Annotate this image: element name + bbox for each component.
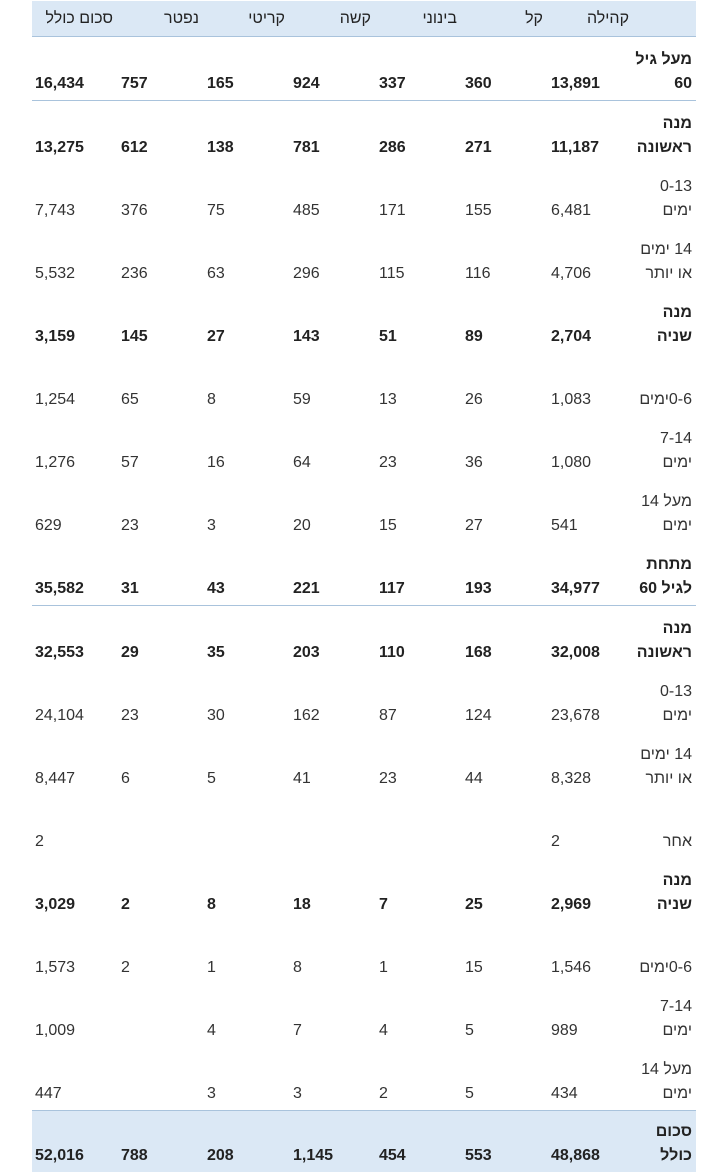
cell-value bbox=[118, 921, 204, 984]
cell-number: 193 bbox=[465, 577, 492, 601]
cell-number: 52,016 bbox=[35, 1144, 84, 1168]
cell-number: 23 bbox=[379, 767, 397, 791]
cell-number: 16 bbox=[207, 451, 225, 475]
cell-number: 36 bbox=[465, 451, 483, 475]
cell-value bbox=[290, 921, 376, 984]
cell-value bbox=[462, 921, 548, 984]
cell-value bbox=[32, 353, 118, 416]
cell-number: 65 bbox=[121, 388, 139, 412]
cell-number: 629 bbox=[35, 514, 62, 538]
row-label: מנה שניה bbox=[634, 858, 696, 921]
cell-number: 11,187 bbox=[551, 136, 599, 160]
cell-value bbox=[118, 479, 204, 542]
cell-value bbox=[548, 984, 634, 1047]
table-body bbox=[32, 37, 696, 1172]
cell-number: 1,254 bbox=[35, 388, 75, 412]
cell-number: 5 bbox=[207, 767, 216, 791]
cell-value bbox=[204, 479, 290, 542]
cell-value bbox=[290, 795, 376, 858]
cell-value bbox=[204, 290, 290, 353]
cell-number: 296 bbox=[293, 262, 320, 286]
table-row bbox=[32, 290, 696, 353]
header-label-empty bbox=[634, 1, 696, 37]
cell-value bbox=[462, 101, 548, 165]
cell-value bbox=[548, 732, 634, 795]
cell-number: 23,678 bbox=[551, 704, 600, 728]
cell-number: 7,743 bbox=[35, 199, 75, 223]
cell-number: 16,434 bbox=[35, 72, 84, 96]
cell-value bbox=[376, 37, 462, 101]
cell-number: 7 bbox=[293, 1019, 302, 1043]
cell-number: 1,276 bbox=[35, 451, 75, 475]
cell-number: 1,080 bbox=[551, 451, 591, 475]
table-row bbox=[32, 858, 696, 921]
cell-number: 29 bbox=[121, 641, 139, 665]
cell-number: 15 bbox=[465, 956, 483, 980]
cell-number: 23 bbox=[379, 451, 397, 475]
cell-value bbox=[462, 795, 548, 858]
cell-value bbox=[548, 416, 634, 479]
cell-value bbox=[290, 1047, 376, 1111]
cell-value bbox=[290, 164, 376, 227]
cell-value bbox=[548, 669, 634, 732]
table-row bbox=[32, 921, 696, 984]
cell-number: 781 bbox=[293, 136, 320, 160]
cell-value bbox=[376, 606, 462, 670]
cell-value bbox=[32, 795, 118, 858]
cell-number: 271 bbox=[465, 136, 492, 160]
cell-number: 4 bbox=[379, 1019, 388, 1043]
cell-number: 117 bbox=[379, 577, 405, 601]
cell-number: 2 bbox=[121, 956, 130, 980]
cell-value bbox=[118, 1047, 204, 1111]
cell-value bbox=[118, 37, 204, 101]
row-label: מנה שניה bbox=[634, 290, 696, 353]
cell-value bbox=[118, 290, 204, 353]
cell-number: 31 bbox=[121, 577, 139, 601]
cell-number: 30 bbox=[207, 704, 225, 728]
cell-number: 43 bbox=[207, 577, 225, 601]
cell-number: 18 bbox=[293, 893, 311, 917]
cell-number: 110 bbox=[379, 641, 405, 665]
cell-number: 2 bbox=[551, 830, 560, 854]
table-row bbox=[32, 606, 696, 670]
row-label: מעל 14 ימים bbox=[634, 1047, 696, 1111]
cell-value bbox=[204, 227, 290, 290]
cell-value bbox=[376, 795, 462, 858]
table-row bbox=[32, 416, 696, 479]
cell-number: 51 bbox=[379, 325, 397, 349]
cell-value bbox=[548, 479, 634, 542]
row-label: 14 ימים או יותר bbox=[634, 227, 696, 290]
row-label: 0-6ימים bbox=[634, 921, 696, 984]
header-community: קהילה bbox=[548, 1, 634, 37]
row-label: 14 ימים או יותר bbox=[634, 732, 696, 795]
cell-value bbox=[376, 416, 462, 479]
cell-value bbox=[204, 164, 290, 227]
cell-value bbox=[376, 101, 462, 165]
cell-number: 27 bbox=[207, 325, 225, 349]
cell-number: 612 bbox=[121, 136, 148, 160]
cell-number: 7 bbox=[379, 893, 388, 917]
cell-value bbox=[290, 542, 376, 606]
cell-number: 2 bbox=[379, 1082, 388, 1106]
cell-value bbox=[376, 290, 462, 353]
cell-value bbox=[462, 416, 548, 479]
table-row bbox=[32, 1047, 696, 1111]
cell-number: 5,532 bbox=[35, 262, 75, 286]
row-label: 7-14 ימים bbox=[634, 416, 696, 479]
cell-number: 145 bbox=[121, 325, 148, 349]
cell-value bbox=[290, 858, 376, 921]
cell-value bbox=[118, 353, 204, 416]
cell-number: 1,573 bbox=[35, 956, 75, 980]
table-row bbox=[32, 164, 696, 227]
cell-number: 989 bbox=[551, 1019, 578, 1043]
cell-number: 360 bbox=[465, 72, 492, 96]
cell-number: 1 bbox=[379, 956, 388, 980]
header-row bbox=[32, 1, 696, 37]
cell-number: 13,275 bbox=[35, 136, 84, 160]
cell-number: 4,706 bbox=[551, 262, 591, 286]
cell-value bbox=[462, 669, 548, 732]
cell-number: 155 bbox=[465, 199, 492, 223]
cell-value bbox=[462, 479, 548, 542]
cell-value bbox=[548, 1111, 634, 1172]
cell-value bbox=[548, 37, 634, 101]
cell-value bbox=[204, 858, 290, 921]
table-row bbox=[32, 479, 696, 542]
cell-number: 8 bbox=[207, 893, 216, 917]
cell-value bbox=[462, 858, 548, 921]
table-row bbox=[32, 984, 696, 1047]
cell-value bbox=[32, 290, 118, 353]
cell-number: 221 bbox=[293, 577, 320, 601]
cell-number: 124 bbox=[465, 704, 492, 728]
cell-value bbox=[548, 290, 634, 353]
cell-number: 8,447 bbox=[35, 767, 75, 791]
cell-value bbox=[376, 1047, 462, 1111]
cell-value bbox=[118, 984, 204, 1047]
cell-value bbox=[376, 353, 462, 416]
row-label: מנה ראשונה bbox=[634, 101, 696, 165]
cell-value bbox=[32, 921, 118, 984]
cell-value bbox=[548, 542, 634, 606]
cell-number: 3 bbox=[293, 1082, 302, 1106]
cell-number: 143 bbox=[293, 325, 320, 349]
cell-value bbox=[32, 164, 118, 227]
cell-value bbox=[118, 416, 204, 479]
cell-number: 376 bbox=[121, 199, 148, 223]
table-row bbox=[32, 37, 696, 101]
cell-number: 1,546 bbox=[551, 956, 591, 980]
vaccination-severity-table bbox=[32, 1, 696, 1172]
cell-value bbox=[204, 795, 290, 858]
cell-value bbox=[32, 542, 118, 606]
cell-number: 757 bbox=[121, 72, 148, 96]
table-row bbox=[32, 101, 696, 165]
cell-number: 75 bbox=[207, 199, 225, 223]
cell-number: 2 bbox=[121, 893, 130, 917]
cell-value bbox=[204, 921, 290, 984]
cell-value bbox=[290, 290, 376, 353]
cell-number: 13,891 bbox=[551, 72, 600, 96]
cell-number: 44 bbox=[465, 767, 483, 791]
table-row bbox=[32, 353, 696, 416]
cell-value bbox=[290, 732, 376, 795]
cell-value bbox=[462, 1111, 548, 1172]
cell-number: 3,029 bbox=[35, 893, 75, 917]
cell-number: 485 bbox=[293, 199, 320, 223]
cell-number: 1,145 bbox=[293, 1144, 333, 1168]
cell-number: 25 bbox=[465, 893, 483, 917]
row-label: 0-13 ימים bbox=[634, 164, 696, 227]
cell-value bbox=[462, 542, 548, 606]
cell-value bbox=[118, 542, 204, 606]
cell-value bbox=[290, 416, 376, 479]
cell-value bbox=[118, 606, 204, 670]
cell-number: 41 bbox=[293, 767, 311, 791]
header-grand-total: סכום כולל bbox=[32, 1, 118, 37]
cell-number: 454 bbox=[379, 1144, 406, 1168]
cell-value bbox=[118, 101, 204, 165]
cell-number: 171 bbox=[379, 199, 406, 223]
cell-value bbox=[204, 416, 290, 479]
row-label: מנה ראשונה bbox=[634, 606, 696, 670]
cell-number: 48,868 bbox=[551, 1144, 600, 1168]
cell-number: 2,969 bbox=[551, 893, 591, 917]
cell-number: 8 bbox=[293, 956, 302, 980]
cell-value bbox=[32, 858, 118, 921]
cell-number: 26 bbox=[465, 388, 483, 412]
cell-number: 8 bbox=[207, 388, 216, 412]
cell-value bbox=[376, 669, 462, 732]
cell-value bbox=[32, 227, 118, 290]
cell-value bbox=[32, 416, 118, 479]
cell-number: 162 bbox=[293, 704, 320, 728]
cell-value bbox=[290, 669, 376, 732]
cell-number: 924 bbox=[293, 72, 320, 96]
row-label: 0-6ימים bbox=[634, 353, 696, 416]
cell-number: 34,977 bbox=[551, 577, 600, 601]
cell-value bbox=[32, 732, 118, 795]
cell-value bbox=[376, 858, 462, 921]
cell-value bbox=[462, 353, 548, 416]
cell-number: 27 bbox=[465, 514, 483, 538]
cell-value bbox=[32, 669, 118, 732]
cell-value bbox=[204, 1047, 290, 1111]
cell-number: 1 bbox=[207, 956, 216, 980]
header-severe: קשה bbox=[290, 1, 376, 37]
table-row bbox=[32, 795, 696, 858]
cell-number: 337 bbox=[379, 72, 406, 96]
cell-value bbox=[32, 1111, 118, 1172]
cell-value bbox=[204, 732, 290, 795]
cell-number: 23 bbox=[121, 704, 139, 728]
cell-value bbox=[462, 37, 548, 101]
cell-number: 168 bbox=[465, 641, 492, 665]
cell-value bbox=[290, 1111, 376, 1172]
cell-number: 35 bbox=[207, 641, 225, 665]
cell-number: 5 bbox=[465, 1019, 474, 1043]
cell-value bbox=[118, 732, 204, 795]
cell-value bbox=[290, 227, 376, 290]
cell-number: 3 bbox=[207, 1082, 216, 1106]
cell-value bbox=[32, 984, 118, 1047]
table-row bbox=[32, 227, 696, 290]
cell-value bbox=[290, 606, 376, 670]
cell-value bbox=[118, 858, 204, 921]
cell-number: 3 bbox=[207, 514, 216, 538]
cell-number: 13 bbox=[379, 388, 397, 412]
cell-number: 553 bbox=[465, 1144, 492, 1168]
cell-value bbox=[32, 479, 118, 542]
cell-value bbox=[204, 669, 290, 732]
cell-value bbox=[548, 795, 634, 858]
cell-value bbox=[548, 1047, 634, 1111]
cell-value bbox=[290, 353, 376, 416]
cell-value bbox=[376, 984, 462, 1047]
cell-number: 2,704 bbox=[551, 325, 591, 349]
cell-number: 434 bbox=[551, 1082, 578, 1106]
cell-value bbox=[376, 479, 462, 542]
header-moderate: בינוני bbox=[376, 1, 462, 37]
cell-value bbox=[32, 1047, 118, 1111]
cell-number: 35,582 bbox=[35, 577, 84, 601]
cell-number: 541 bbox=[551, 514, 578, 538]
cell-value bbox=[118, 164, 204, 227]
cell-number: 4 bbox=[207, 1019, 216, 1043]
cell-value bbox=[204, 37, 290, 101]
cell-value bbox=[32, 37, 118, 101]
cell-value bbox=[548, 858, 634, 921]
cell-number: 32,008 bbox=[551, 641, 600, 665]
cell-value bbox=[290, 479, 376, 542]
cell-number: 20 bbox=[293, 514, 311, 538]
cell-number: 788 bbox=[121, 1144, 148, 1168]
cell-value bbox=[118, 1111, 204, 1172]
row-label: 7-14 ימים bbox=[634, 984, 696, 1047]
cell-value bbox=[548, 101, 634, 165]
cell-number: 2 bbox=[35, 830, 44, 854]
table-row bbox=[32, 732, 696, 795]
cell-value bbox=[462, 290, 548, 353]
cell-value bbox=[290, 101, 376, 165]
cell-number: 24,104 bbox=[35, 704, 84, 728]
cell-number: 236 bbox=[121, 262, 148, 286]
cell-number: 15 bbox=[379, 514, 397, 538]
header-deceased: נפטר bbox=[118, 1, 204, 37]
cell-number: 63 bbox=[207, 262, 225, 286]
cell-value bbox=[548, 227, 634, 290]
header-mild: קל bbox=[462, 1, 548, 37]
cell-value bbox=[376, 921, 462, 984]
cell-number: 115 bbox=[379, 262, 405, 286]
cell-number: 87 bbox=[379, 704, 397, 728]
cell-number: 89 bbox=[465, 325, 483, 349]
data-table-container bbox=[32, 1, 693, 1172]
cell-number: 59 bbox=[293, 388, 311, 412]
cell-number: 1,009 bbox=[35, 1019, 75, 1043]
cell-number: 57 bbox=[121, 451, 139, 475]
row-label: מתחת לגיל 60 bbox=[634, 542, 696, 606]
cell-value bbox=[462, 984, 548, 1047]
cell-value bbox=[204, 984, 290, 1047]
cell-value bbox=[462, 164, 548, 227]
cell-value bbox=[548, 353, 634, 416]
cell-number: 116 bbox=[465, 262, 491, 286]
cell-value bbox=[204, 353, 290, 416]
cell-value bbox=[204, 101, 290, 165]
cell-value bbox=[376, 732, 462, 795]
row-label: סכום כולל bbox=[634, 1111, 696, 1172]
cell-value bbox=[32, 606, 118, 670]
cell-value bbox=[118, 669, 204, 732]
cell-value bbox=[548, 606, 634, 670]
cell-number: 64 bbox=[293, 451, 311, 475]
cell-value bbox=[118, 795, 204, 858]
table-row bbox=[32, 542, 696, 606]
cell-value bbox=[290, 37, 376, 101]
header-critical: קריטי bbox=[204, 1, 290, 37]
cell-value bbox=[204, 1111, 290, 1172]
cell-value bbox=[462, 1047, 548, 1111]
cell-value bbox=[376, 164, 462, 227]
cell-number: 23 bbox=[121, 514, 139, 538]
cell-value bbox=[118, 227, 204, 290]
cell-number: 1,083 bbox=[551, 388, 591, 412]
cell-value bbox=[290, 984, 376, 1047]
cell-value bbox=[376, 227, 462, 290]
cell-value bbox=[32, 101, 118, 165]
cell-value bbox=[548, 921, 634, 984]
row-label: מעל גיל 60 bbox=[634, 37, 696, 101]
cell-number: 3,159 bbox=[35, 325, 75, 349]
row-label: מעל 14 ימים bbox=[634, 479, 696, 542]
cell-value bbox=[204, 606, 290, 670]
cell-number: 6 bbox=[121, 767, 130, 791]
cell-number: 8,328 bbox=[551, 767, 591, 791]
cell-number: 165 bbox=[207, 72, 234, 96]
grand-total-row bbox=[32, 1111, 696, 1172]
cell-number: 203 bbox=[293, 641, 320, 665]
cell-value bbox=[204, 542, 290, 606]
row-label: 0-13 ימים bbox=[634, 669, 696, 732]
cell-number: 6,481 bbox=[551, 199, 591, 223]
row-label: אחר bbox=[634, 795, 696, 858]
table-row bbox=[32, 669, 696, 732]
cell-value bbox=[462, 732, 548, 795]
cell-value bbox=[376, 542, 462, 606]
cell-number: 5 bbox=[465, 1082, 474, 1106]
cell-number: 208 bbox=[207, 1144, 234, 1168]
cell-value bbox=[462, 606, 548, 670]
cell-value bbox=[376, 1111, 462, 1172]
cell-number: 32,553 bbox=[35, 641, 84, 665]
cell-value bbox=[462, 227, 548, 290]
cell-number: 447 bbox=[35, 1082, 62, 1106]
cell-value bbox=[548, 164, 634, 227]
cell-number: 138 bbox=[207, 136, 234, 160]
cell-number: 286 bbox=[379, 136, 406, 160]
